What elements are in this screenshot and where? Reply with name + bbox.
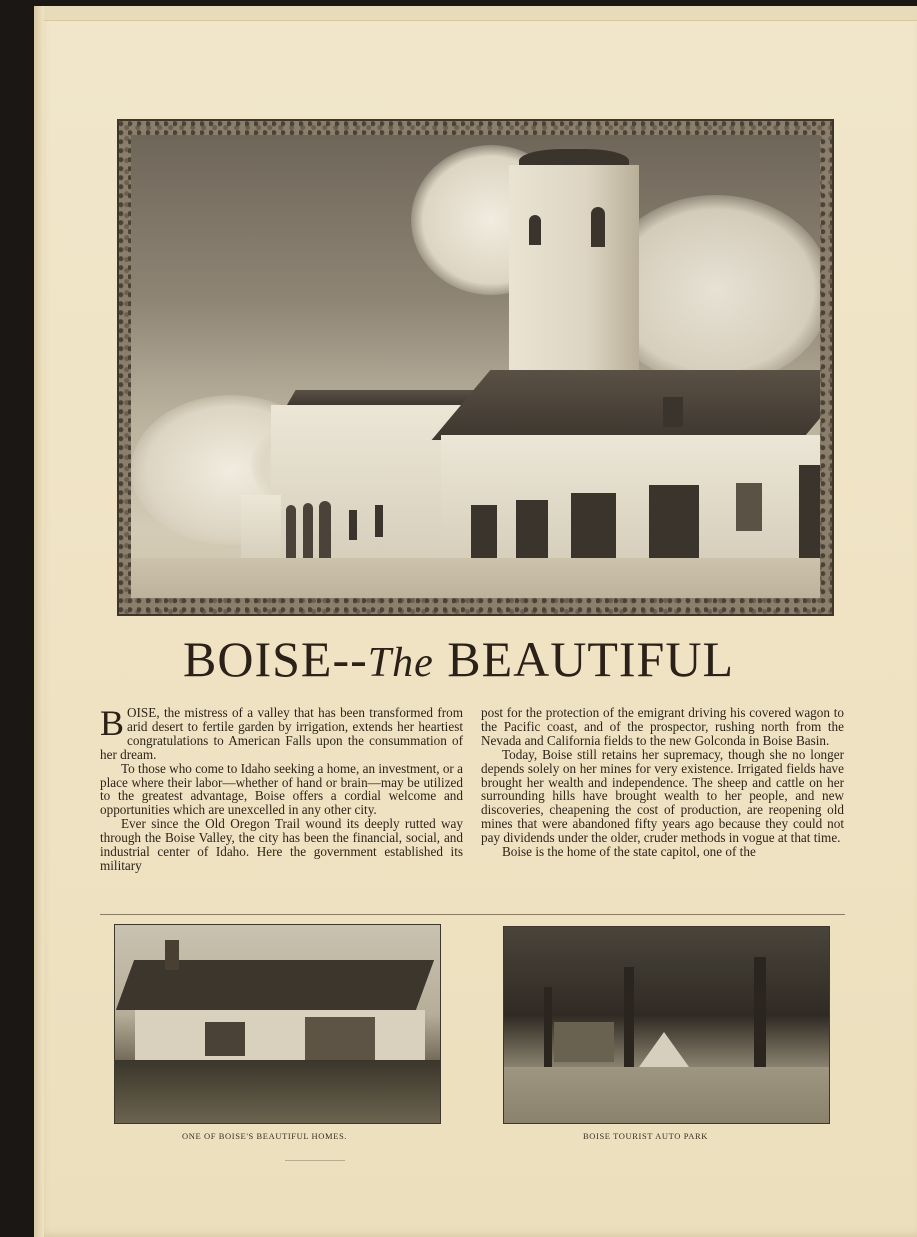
paragraph (100, 703, 463, 762)
paragraph: Boise is the home of the state capitol, one of the (502, 844, 756, 860)
park-photo-caption: BOISE TOURIST AUTO PARK (583, 1131, 709, 1141)
paragraph-text: OISE, the mistress of a valley that has been transformed from arid desert to fertile garden by irrigation, extends her heartiest congratulations to American Falls upon the consummation of her dream. (100, 705, 463, 762)
headline-part-1: BOISE-- (182, 631, 368, 687)
paragraph: To those who come to Idaho seeking a home, an investment, or a place where their labor—whether of hand or brain—may be utilized to the greatest advantage, Boise offers a cordial welcome and opportunities which are unexcelled in any other city. (100, 760, 463, 818)
home-photo-caption: ONE OF BOISE'S BEAUTIFUL HOMES. (182, 1131, 348, 1141)
top-page-edge (44, 6, 917, 21)
home-photo (114, 924, 441, 1124)
paragraph: Ever since the Old Oregon Trail wound its deeply rutted way through the Boise Valley, the city has been the financial, social, and industrial center of Idaho. Here the government established its military (100, 816, 463, 873)
page-fold (34, 6, 44, 1237)
drop-cap: B (100, 703, 125, 743)
park-photo (503, 926, 830, 1124)
footer-mark (285, 1160, 345, 1161)
headline-part-3: BEAUTIFUL (433, 631, 735, 687)
paragraph: Today, Boise still retains her supremacy, though she no longer depends solely on her mines for very existence. Irrigated fields have brought her wealth and independence. The sheep and cattle on her surrounding hills have brought wealth to her people, and new discoveries, cheapening the cost of production, are reopening old mines that were abandoned fifty years ago because they could not pay dividends under the older, cruder methods in vogue at that time. (481, 746, 844, 846)
section-divider (100, 914, 845, 915)
page-headline (0, 630, 917, 688)
station-photo (131, 135, 820, 598)
paragraph: post for the protection of the emigrant driving his covered wagon to the Pacific coast, and of the prospector, rushing north from the Nevada and California fields to the new Golconda in Boise Basin. (481, 705, 844, 748)
article-column-left (100, 703, 463, 873)
headline-part-2: The (367, 640, 434, 686)
main-photo-frame (117, 119, 834, 616)
article-column-right (481, 706, 844, 859)
plaza-ground (131, 558, 820, 598)
